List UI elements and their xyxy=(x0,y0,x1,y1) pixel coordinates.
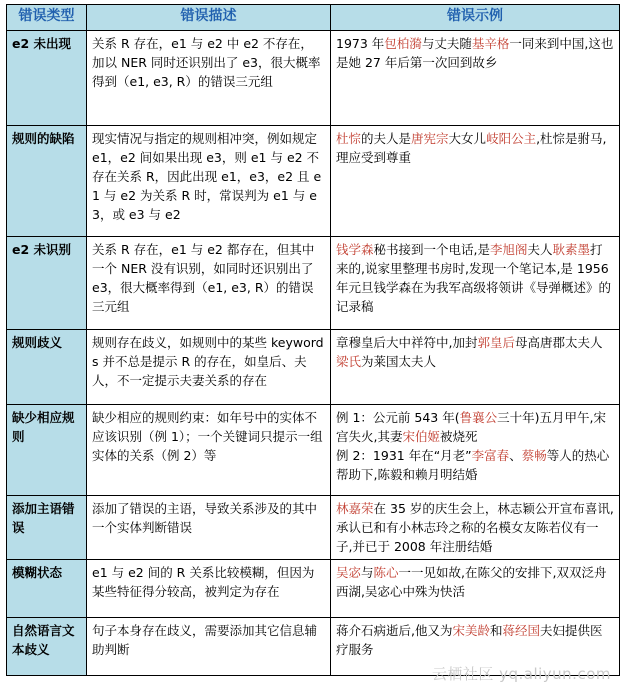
example-text: 和 xyxy=(490,623,503,638)
example-text: ,杜悰是驸马,理应受到尊重 xyxy=(336,131,607,165)
error-description: 添加了错误的主语，导致关系涉及的其中一个实体判断错误 xyxy=(87,496,331,560)
error-example xyxy=(331,126,620,237)
example-text: 1973 年 xyxy=(336,36,385,51)
example-text: 为莱国太夫人 xyxy=(361,354,437,369)
error-type: 规则歧义 xyxy=(7,330,87,405)
entity-highlight: 李旭阁 xyxy=(490,242,528,257)
entity-highlight: 钱学森 xyxy=(336,242,374,257)
error-description: 句子本身存在歧义，需要添加其它信息辅助判断 xyxy=(87,618,331,676)
example-text: 打来的,说家里整理书房时,发现一个笔记本,是 1956 年元旦钱学森在为我军高级将领讲《导弹概述》的记录稿 xyxy=(336,242,612,314)
entity-highlight: 蔡畅 xyxy=(521,448,547,463)
error-example xyxy=(331,560,620,618)
example-text: 与 xyxy=(361,565,374,580)
error-example xyxy=(331,496,620,560)
error-description: 关系 R 存在，e1 与 e2 中 e2 不存在，加以 NER 同时还识别出了 e3，很大概率得到（e1, e3, R）的错误三元组 xyxy=(87,31,331,126)
error-type: 规则的缺陷 xyxy=(7,126,87,237)
example-text: 等人的热心帮助下,陈毅和赖月明结婚 xyxy=(336,448,610,482)
entity-highlight: 吴宓 xyxy=(336,565,362,580)
error-example xyxy=(331,237,620,330)
entity-highlight: 郭皇后 xyxy=(477,335,515,350)
example-text: 母高唐郡太夫人 xyxy=(515,335,603,350)
example-text: 蒋介石病逝后,他又为 xyxy=(336,623,453,638)
table-row xyxy=(7,496,620,560)
example-text: 秘书接到一个电话,是 xyxy=(373,242,490,257)
header-type: 错误类型 xyxy=(7,5,87,31)
entity-highlight: 陈心 xyxy=(373,565,399,580)
error-type: 自然语言文本歧义 xyxy=(7,618,87,676)
table-row xyxy=(7,330,620,405)
error-type: 添加主语错误 xyxy=(7,496,87,560)
entity-highlight: 宋美龄 xyxy=(452,623,490,638)
error-description: 规则存在歧义，如规则中的某些 keywords 并不总是提示 R 的存在，如皇后、夫人，不一定提示夫妻关系的存在 xyxy=(87,330,331,405)
header-description: 错误描述 xyxy=(87,5,331,31)
example-text: 一同来到中国,这也是她 27 年后第一次回到故乡 xyxy=(336,36,614,70)
example-text: 的夫人是 xyxy=(361,131,412,146)
error-description: 关系 R 存在，e1 与 e2 都存在，但其中一个 NER 没有识别，如同时还识别出了 e3，很大概率得到（e1, e3, R）的错误三元组 xyxy=(87,237,331,330)
example-text: 、 xyxy=(509,448,522,463)
example-text: 例 1：公元前 543 年( xyxy=(336,410,460,425)
error-type: e2 未识别 xyxy=(7,237,87,330)
table-row xyxy=(7,237,620,330)
table-row xyxy=(7,560,620,618)
example-text: 夫人 xyxy=(527,242,553,257)
table-row xyxy=(7,405,620,496)
entity-highlight: 鲁襄公 xyxy=(459,410,498,425)
entity-highlight: 梁氏 xyxy=(336,354,362,369)
example-text: 与丈夫随 xyxy=(421,36,472,51)
error-example xyxy=(331,31,620,126)
example-text: 三十年)五月甲午,宋宫失火,其妻 xyxy=(336,410,606,444)
watermark: 云栖社区 yq.aliyun.com xyxy=(431,665,611,683)
entity-highlight: 宋伯姬 xyxy=(402,429,440,444)
example-text: 夫妇提供医疗服务 xyxy=(336,623,603,657)
error-description: 现实情况与指定的规则相冲突，例如规定 e1，e2 间如果出现 e3，则 e1 与 e2 不存在关系 R，因此出现 e1，e3，e2 且 e1 与 e2 为关系 R 时，常误判为 e1 与 e3，或 e3 与 e2 xyxy=(87,126,331,237)
example-text: 例 2：1931 年在“月老” xyxy=(336,448,472,463)
table-row xyxy=(7,126,620,237)
error-type: e2 未出现 xyxy=(7,31,87,126)
error-type: 缺少相应规则 xyxy=(7,405,87,496)
error-description: 缺少相应的规则约束：如年号中的实体不应该识别（例 1）；一个关键词只提示一组实体的关系（例 2）等 xyxy=(87,405,331,496)
entity-highlight: 杜悰 xyxy=(336,131,362,146)
example-text: 一一见如故,在陈父的安排下,双双泛舟西湖,吴宓心中殊为快活 xyxy=(336,565,607,599)
header-row xyxy=(7,5,620,31)
example-text: 章穆皇后大中祥符中,加封 xyxy=(336,335,478,350)
example-text: 在 35 岁的庆生会上，林志颖公开宣布喜讯,承认已和有小林志玲之称的名模女友陈若仪有一子,并已于 2008 年注册结婚 xyxy=(336,501,614,554)
error-example xyxy=(331,330,620,405)
example-text: 被烧死 xyxy=(440,429,478,444)
header-example: 错误示例 xyxy=(331,5,620,31)
table-row xyxy=(7,31,620,126)
entity-highlight: 岐阳公主 xyxy=(486,131,537,146)
entity-highlight: 基辛格 xyxy=(471,36,510,51)
example-text: 大女儿 xyxy=(448,131,487,146)
table-body xyxy=(7,31,620,676)
entity-highlight: 唐宪宗 xyxy=(411,131,449,146)
entity-highlight: 蒋经国 xyxy=(502,623,541,638)
entity-highlight: 李富春 xyxy=(471,448,510,463)
error-example xyxy=(331,405,620,496)
entity-highlight: 耿素墨 xyxy=(552,242,591,257)
entity-highlight: 包柏漪 xyxy=(384,36,422,51)
error-description: e1 与 e2 间的 R 关系比较模糊，但因为某些特征得分较高，被判定为存在 xyxy=(87,560,331,618)
error-type: 模糊状态 xyxy=(7,560,87,618)
error-table xyxy=(6,4,620,676)
entity-highlight: 林嘉荣 xyxy=(336,501,374,516)
